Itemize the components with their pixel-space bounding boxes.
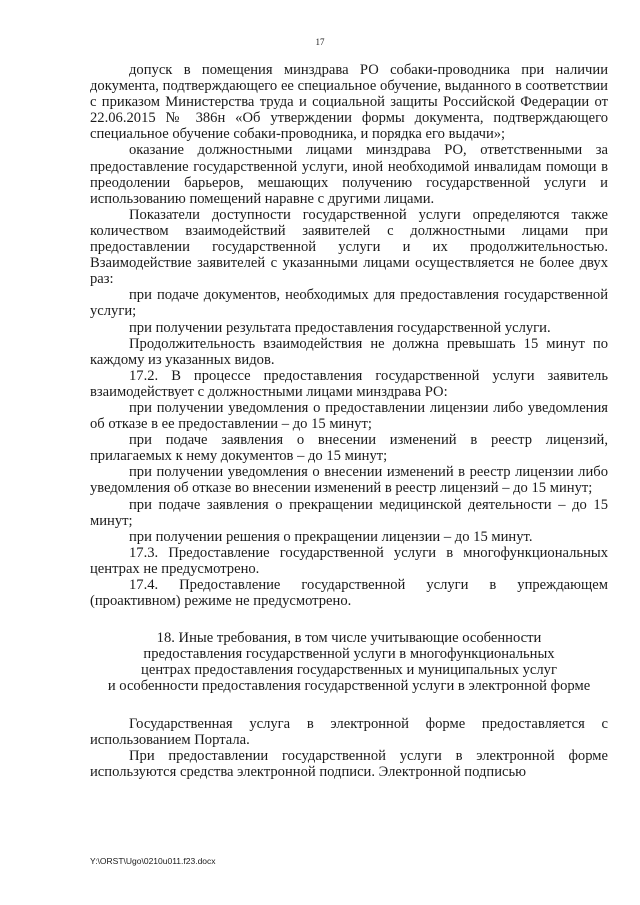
paragraph: 17.3. Предоставление государственной услуги в многофункциональных центрах не предусмотрено. bbox=[90, 544, 608, 577]
section-heading-line: и особенности предоставления государственной услуги в электронной форме bbox=[107, 678, 591, 695]
section-heading-line: центрах предоставления государственных и муниципальных услуг bbox=[141, 662, 557, 679]
paragraph: 17.2. В процессе предоставления государственной услуги заявитель взаимодействует с должностными лицами минздрава РО: bbox=[90, 367, 608, 400]
paragraph: допуск в помещения минздрава РО собаки-проводника при наличии документа, подтверждающего ее специальное обучение, выданного в соответствии с приказом Министерства труда и социальной защиты Российской Федерации от 22.06.2015 № 386н «Об утверждении формы документа, подтверждающего специальное обучение собаки-проводника, и порядка его выдачи»; bbox=[90, 62, 608, 143]
paragraph: при получении уведомления о предоставлении лицензии либо уведомления об отказе в ее предоставлении – до 15 минут; bbox=[90, 399, 608, 433]
paragraph-group-top bbox=[90, 62, 608, 609]
paragraph: При предоставлении государственной услуги в электронной форме используются средства электронной подписи. Электронной подписью bbox=[90, 747, 608, 780]
paragraph: при получении результата предоставления государственной услуги. bbox=[129, 319, 551, 336]
section-heading-line: предоставления государственной услуги в многофункциональных bbox=[143, 646, 555, 663]
paragraph: при получении решения о прекращении лицензии – до 15 минут. bbox=[129, 528, 533, 545]
paragraph: 17.4. Предоставление государственной услуги в упреждающем (проактивном) режиме не предусмотрено. bbox=[90, 577, 608, 610]
paragraph: при подаче заявления о прекращении медицинской деятельности – до 15 минут; bbox=[90, 496, 608, 529]
paragraph: при подаче документов, необходимых для предоставления государственной услуги; bbox=[90, 287, 608, 320]
section-heading bbox=[90, 630, 608, 694]
paragraph: при подаче заявления о внесении изменений в реестр лицензий, прилагаемых к нему документов – до 15 минут; bbox=[90, 432, 608, 465]
footer-file-path: Y:\ORST\Ugo\0210u011.f23.docx bbox=[90, 856, 216, 866]
paragraph: Государственная услуга в электронной форме предоставляется с использованием Портала. bbox=[90, 715, 608, 748]
paragraph: Показатели доступности государственной услуги определяются также количеством взаимодействий заявителей с должностными лицами при предоставлении государственной услуги и их продолжительностью. Взаимодействие заявителей с указанными лицами осуществляется не более двух раз: bbox=[90, 206, 608, 288]
document-body bbox=[90, 62, 608, 780]
paragraph-group-bottom bbox=[90, 716, 608, 780]
page-number: 17 bbox=[315, 37, 325, 47]
paragraph: при получении уведомления о внесении изменений в реестр лицензии либо уведомления об отказе во внесении изменений в реестр лицензий – до 15 минут; bbox=[90, 464, 608, 497]
section-heading-line: 18. Иные требования, в том числе учитывающие особенности bbox=[156, 630, 542, 647]
paragraph: оказание должностными лицами минздрава РО, ответственными за предоставление государственной услуги, иной необходимой инвалидам помощи в преодолении барьеров, мешающих получению государственной услуги и использованию помещений наравне с другими лицами. bbox=[90, 142, 608, 207]
paragraph: Продолжительность взаимодействия не должна превышать 15 минут по каждому из указанных видов. bbox=[90, 335, 608, 368]
